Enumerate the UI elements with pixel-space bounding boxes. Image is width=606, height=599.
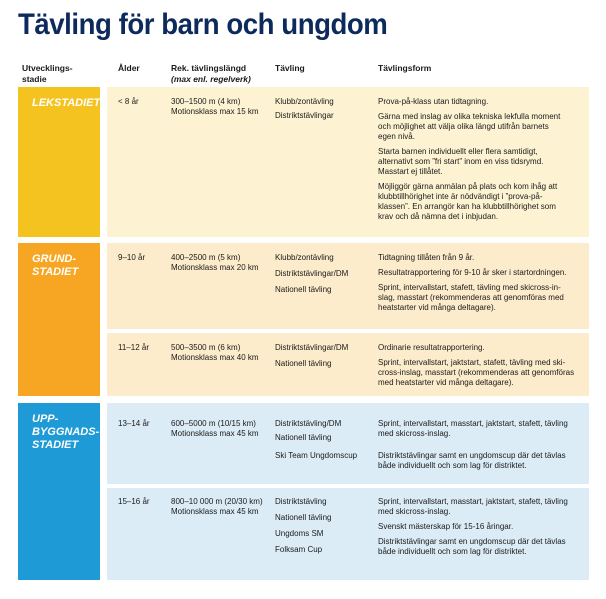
stage-band-lekstadiet [18, 87, 100, 237]
form-paragraph: Starta barnen individuellt eller flera samtidigt, alternativt som ”fri start” inom en viss tidsrymd. Masstart ej tillåtet. [378, 147, 544, 176]
competition-item: Distriktstävlingar/DM [275, 269, 349, 278]
age-cell: 13–14 år [118, 419, 150, 428]
header-age: Ålder [118, 63, 140, 73]
competition-item: Ski Team Ungdomscup [275, 451, 358, 460]
competition-cell [275, 253, 348, 295]
form-cell [378, 253, 586, 318]
length-cell [171, 343, 259, 363]
competition-cell [275, 419, 357, 461]
form-cell [378, 97, 586, 227]
form-cell [378, 497, 586, 562]
length-line: Motionsklass max 45 km [171, 507, 259, 516]
form-paragraph: Sprint, intervallstart, masstart, jaktstart, stafett, tävling med skicross-inslag. [378, 419, 568, 438]
header-length-label: Rek. tävlingslängd [171, 63, 247, 73]
competition-item: Distriktstävlingar [275, 111, 334, 120]
header-length [171, 63, 251, 84]
competition-cell [275, 343, 348, 369]
stage-band-uppbyggnadsstadiet [18, 403, 100, 580]
length-cell [171, 497, 263, 517]
age-cell: 15–16 år [118, 497, 150, 506]
length-cell [171, 97, 259, 117]
competition-item: Nationell tävling [275, 513, 332, 522]
form-paragraph: Resultatrapportering för 9-10 år sker i startordningen. [378, 268, 567, 277]
competition-cell [275, 497, 331, 555]
competition-item: Distriktstävling [275, 497, 327, 506]
age-cell: 9–10 år [118, 253, 146, 262]
age-cell: < 8 år [118, 97, 139, 106]
form-paragraph: Sprint, intervallstart, jaktstart, stafett, tävling med ski- cross-inslag, masstart (rekommenderas att genomföras med heatstarter vid många deltagare). [378, 358, 575, 387]
header-stage: Utvecklings- stadie [22, 63, 73, 84]
competition-item: Folksam Cup [275, 545, 323, 554]
competition-item: Nationell tävling [275, 433, 332, 442]
header-form: Tävlingsform [378, 63, 432, 73]
form-paragraph: Gärna med inslag av olika tekniska lekfulla moment och möjlighet att välja olika längd utifrån barnets egen nivå. [378, 112, 561, 141]
age-cell: 11–12 år [118, 343, 149, 352]
competition-cell [275, 97, 334, 121]
length-line: Motionsklass max 45 km [171, 429, 259, 438]
stage-band-grundstadiet [18, 243, 100, 396]
stage-label: LEKSTADIET [32, 97, 101, 109]
form-paragraph: Sprint, intervallstart, masstart, jaktstart, stafett, tävling med skicross-inslag. [378, 497, 568, 516]
length-line: 300–1500 m (4 km) [171, 97, 241, 106]
form-paragraph: Svenskt mästerskap för 15-16 åringar. [378, 522, 514, 531]
stage-label: UPP- BYGGNADS- STADIET [32, 413, 100, 451]
length-cell [171, 253, 259, 273]
competition-item: Klubb/zontävling [275, 97, 334, 106]
length-line: Motionsklass max 15 km [171, 107, 259, 116]
form-cell [378, 419, 586, 476]
length-line: Motionsklass max 40 km [171, 353, 259, 362]
header-length-sub: (max enl. regelverk) [171, 73, 251, 84]
form-paragraph: Möjliggör gärna anmälan på plats och kom ihåg att klubbtillhörighet inte är nödvändigt i ”prova-på- klassen”. En arrangör kan ha klubbtillhörighet som krav och då nämna det i inbjudan. [378, 182, 558, 221]
length-line: Motionsklass max 20 km [171, 263, 259, 272]
header-competition: Tävling [275, 63, 305, 73]
form-cell [378, 343, 586, 393]
length-cell [171, 419, 259, 439]
competition-item: Klubb/zontävling [275, 253, 334, 262]
length-line: 400–2500 m (5 km) [171, 253, 241, 262]
form-paragraph: Ordinarie resultatrapportering. [378, 343, 485, 352]
competition-item: Nationell tävling [275, 285, 332, 294]
form-paragraph: Distriktstävlingar samt en ungdomscup där det tävlas både individuellt och som lag för distriktet. [378, 537, 566, 556]
competition-item: Nationell tävling [275, 359, 332, 368]
page-title: Tävling för barn och ungdom [18, 8, 388, 41]
competition-item: Distriktstävlingar/DM [275, 343, 349, 352]
length-line: 600–5000 m (10/15 km) [171, 419, 256, 428]
form-paragraph: Sprint, intervallstart, stafett, tävling med skicross-in- slag, masstart (rekommenderas att genomföras med heatstarter vid många deltagare). [378, 283, 564, 312]
length-line: 500–3500 m (6 km) [171, 343, 241, 352]
stage-label: GRUND- STADIET [32, 253, 79, 278]
length-line: 800–10 000 m (20/30 km) [171, 497, 263, 506]
form-paragraph: Tidtagning tillåten från 9 år. [378, 253, 475, 262]
form-paragraph: Distriktstävlingar samt en ungdomscup där det tävlas både individuellt och som lag för distriktet. [378, 451, 566, 470]
competition-item: Ungdoms SM [275, 529, 324, 538]
competition-item: Distriktstävling/DM [275, 419, 342, 428]
form-paragraph: Prova-på-klass utan tidtagning. [378, 97, 489, 106]
